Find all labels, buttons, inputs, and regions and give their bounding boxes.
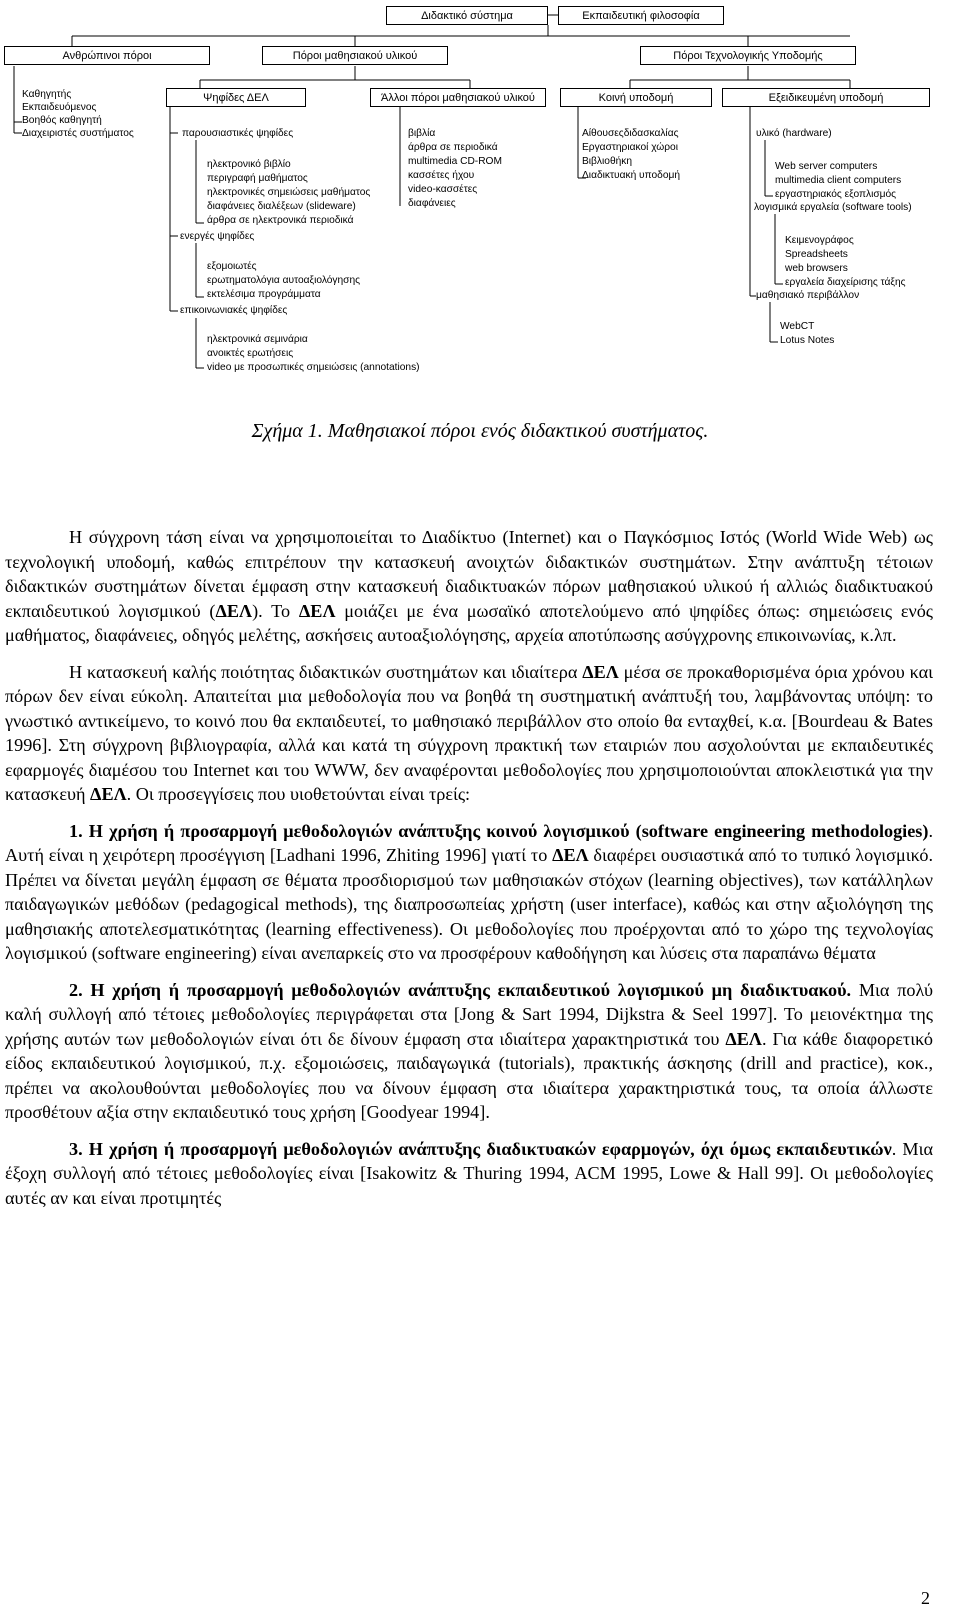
- page-number: 2: [921, 1588, 930, 1608]
- common-infra-box: Κοινή υποδομή: [560, 88, 712, 107]
- paragraph: Η κατασκευή καλής ποιότητας διδακτικών συστημάτων και ιδιαίτερα ΔΕΛ μέσα σε προκαθορισμένα όρια χρόνου και πόρων δεν είναι εύκολη. Απαιτείται μια μεθοδολογία που να βοηθά τη συστηματική ανάπτυξή του, λαμβάνοντας υπόψη: το γνωστικό αντικείμενο, το κοινό που θα εκπαιδευτεί, το μαθησιακό περιβάλλον στο οποίο θα ενταχθεί, κ.α. [Bourdeau & Bates 1996]. Στη σύγχρονη βιβλιογραφία, αλλά και κατά τη σύγχρονη πρακτική των εταιριών που ασχολούνται με εκπαιδευτικές εφαρμογές διαμέσου του Internet και του WWW, δεν αναφέρονται μεθοδολογίες που χρησιμοποιούνται αποκλειστικά για την κατασκευή ΔΕΛ. Οι προσεγγίσεις που υιοθετούνται είναι τρείς:: [5, 661, 933, 804]
- del-item: ανοικτές ερωτήσεις: [207, 348, 294, 359]
- human-item: Βοηθός καθηγητή: [22, 115, 102, 126]
- common-item: Εργαστηριακοί χώροι: [582, 142, 678, 153]
- body-text: [5, 525, 933, 1222]
- human-item: Καθηγητής: [22, 89, 72, 100]
- common-item: Αίθουσεςδιδασκαλίας: [582, 128, 679, 139]
- special-item: Lotus Notes: [780, 335, 835, 346]
- special-infra-box: Εξειδικευμένη υποδομή: [722, 88, 930, 107]
- other-item: άρθρα σε περιοδικά: [408, 142, 498, 153]
- special-item: WebCT: [780, 321, 815, 332]
- del-item: ηλεκτρονικό βιβλίο: [207, 159, 291, 170]
- educational-philosophy-box: Εκπαιδευτική φιλοσοφία: [558, 6, 724, 25]
- resources-diagram: [0, 0, 960, 400]
- special-item: multimedia client computers: [775, 175, 902, 186]
- other-item: multimedia CD-ROM: [408, 156, 502, 167]
- del-item: ηλεκτρονικές σημειώσεις μαθήματος: [207, 187, 371, 198]
- common-item: Διαδικτυακή υποδομή: [582, 170, 681, 181]
- del-item: περιγραφή μαθήματος: [207, 173, 308, 184]
- paragraph: 1. Η χρήση ή προσαρμογή μεθοδολογιών ανάπτυξης κοινού λογισμικού (software engineering methodologies). Αυτή είναι η χειρότερη προσέγγιση [Ladhani 1996, Zhiting 1996] γιατί το ΔΕΛ διαφέρει ουσιαστικά από το τυπικό λογισμικό. Πρέπει να δίνεται μεγάλη έμφαση σε θέματα προσδιορισμού των μαθησιακών στόχων (learning objectives), των κατάλληλων παιδαγωγικών μεθόδων (pedagogical methods), της διαπροσωπείας χρήστη (user interface), καθώς και στην αξιολόγηση της μαθησιακής αποτελεσματικότητας (learning effectiveness). Οι μεθοδολογίες που προέρχονται από το χώρο της τεχνολογίας λογισμικού (software engineering) είναι ανεπαρκείς στο να προσφέρουν καθοδήγηση και λύσεις στα παραπάνω θέματα: [5, 820, 933, 963]
- human-resources-box: Ανθρώπινοι πόροι: [4, 46, 210, 65]
- other-item: βιβλία: [408, 128, 436, 139]
- special-item: Web server computers: [775, 161, 878, 172]
- active-tiles: ενεργές ψηφίδες: [180, 231, 255, 242]
- special-item: Spreadsheets: [785, 249, 848, 260]
- other-resources-box: Άλλοι πόροι μαθησιακού υλικού: [370, 88, 546, 107]
- del-item: ηλεκτρονικά σεμινάρια: [207, 334, 308, 345]
- common-item: Βιβλιοθήκη: [582, 156, 633, 167]
- special-item: Κειμενογράφος: [785, 235, 854, 246]
- hardware-label: υλικό (hardware): [756, 128, 832, 139]
- other-item: video-κασσέτες: [408, 184, 478, 195]
- del-item: ερωτηματολόγια αυτοαξιολόγησης: [207, 275, 361, 286]
- learning-env-label: μαθησιακό περιβάλλον: [756, 290, 860, 301]
- paragraph: 3. Η χρήση ή προσαρμογή μεθοδολογιών ανάπτυξης διαδικτυακών εφαρμογών, όχι όμως εκπαιδευτικών. Μια έξοχη συλλογή από τέτοιες μεθοδολογίες είναι [Isakowitz & Thuring 1994, ACM 1995, Lowe & Hall 99]. Οι μεθοδολογίες αυτές αν και είναι προτιμητές: [5, 1138, 934, 1208]
- del-item: διαφάνειες διαλέξεων (slideware): [207, 201, 356, 212]
- presentation-tiles: παρουσιαστικές ψηφίδες: [182, 128, 294, 139]
- del-tiles-box: Ψηφίδες ΔΕΛ: [166, 88, 306, 107]
- special-item: εργαστηριακός εξοπλισμός: [775, 189, 897, 200]
- communication-tiles: επικοινωνιακές ψηφίδες: [180, 305, 288, 316]
- other-item: κασσέτες ήχου: [408, 170, 475, 181]
- tech-infrastructure-box: Πόροι Τεχνολογικής Υποδομής: [640, 46, 856, 65]
- del-item: video με προσωπικές σημειώσεις (annotations): [207, 362, 420, 373]
- human-item: Διαχειριστές συστήματος: [22, 128, 134, 139]
- human-item: Εκπαιδευόμενος: [22, 102, 97, 113]
- teaching-system-box: Διδακτικό σύστημα: [386, 6, 548, 25]
- del-item: εκτελέσιμα προγράμματα: [207, 289, 321, 300]
- figure-caption: Σχήμα 1. Μαθησιακοί πόροι ενός διδακτικού συστήματος.: [251, 420, 709, 442]
- del-item: εξομοιωτές: [207, 261, 257, 272]
- del-item: άρθρα σε ηλεκτρονικά περιοδικά: [207, 215, 354, 226]
- special-item: εργαλεία διαχείρισης τάξης: [785, 277, 906, 288]
- paragraph: Η σύγχρονη τάση είναι να χρησιμοποιείται το Διαδίκτυο (Internet) και ο Παγκόσμιος Ιστός (World Wide Web) ως τεχνολογική υποδομή, καθώς επιτρέπουν την κατασκευή ανοιχτών διδακτικών συστημάτων. Στην ανάπτυξη τέτοιων διδακτικών συστημάτων δίνεται έμφαση στην κατασκευή διαδικτυακών πόρων μαθησιακού υλικού ή αλλιώς διαδικτυακού εκπαιδευτικού λογισμικού (ΔΕΛ). Το ΔΕΛ μοιάζει με ένα μωσαϊκό αποτελούμενο από ψηφίδες όπως: σημειώσεις ενός μαθήματος, διαφάνειες, οδηγός μελέτης, ασκήσεις αυτοαξιολόγησης, αρχεία αποτύπωσης ασύγχρονης επικοινωνίας, κ.λπ.: [5, 527, 933, 645]
- software-label: λογισμικά εργαλεία (software tools): [754, 202, 912, 213]
- special-item: web browsers: [785, 263, 848, 274]
- other-item: διαφάνειες: [408, 198, 456, 209]
- learning-material-box: Πόροι μαθησιακού υλικού: [262, 46, 448, 65]
- paragraph: 2. Η χρήση ή προσαρμογή μεθοδολογιών ανάπτυξης εκπαιδευτικού λογισμικού μη διαδικτυακού. Μια πολύ καλή συλλογή από τέτοιες μεθοδολογίες περιγράφεται στα [Jong & Sart 1994, Dijkstra & Seel 1997]. Το μειονέκτημα της χρήσης αυτών των μεθοδολογιών είναι ότι δε δίνουν έμφαση στα ιδιαίτερα χαρακτηριστικά του ΔΕΛ. Για κάθε διαφορετικό είδος εκπαιδευτικού λογισμικού, π.χ. εξομοιώσεις, παιδαγωγικά (tutorials), πρακτικής άσκησης (drill and practice), κοκ., πρέπει να ακολουθούνται μεθοδολογίες που να δίνουν έμφαση στα ιδιαίτερα χαρακτηριστικά τους, τα οποία άλλωστε προσθέτουν αξία στην εκπαιδευτικό τους χρήση [Goodyear 1994].: [5, 979, 933, 1122]
